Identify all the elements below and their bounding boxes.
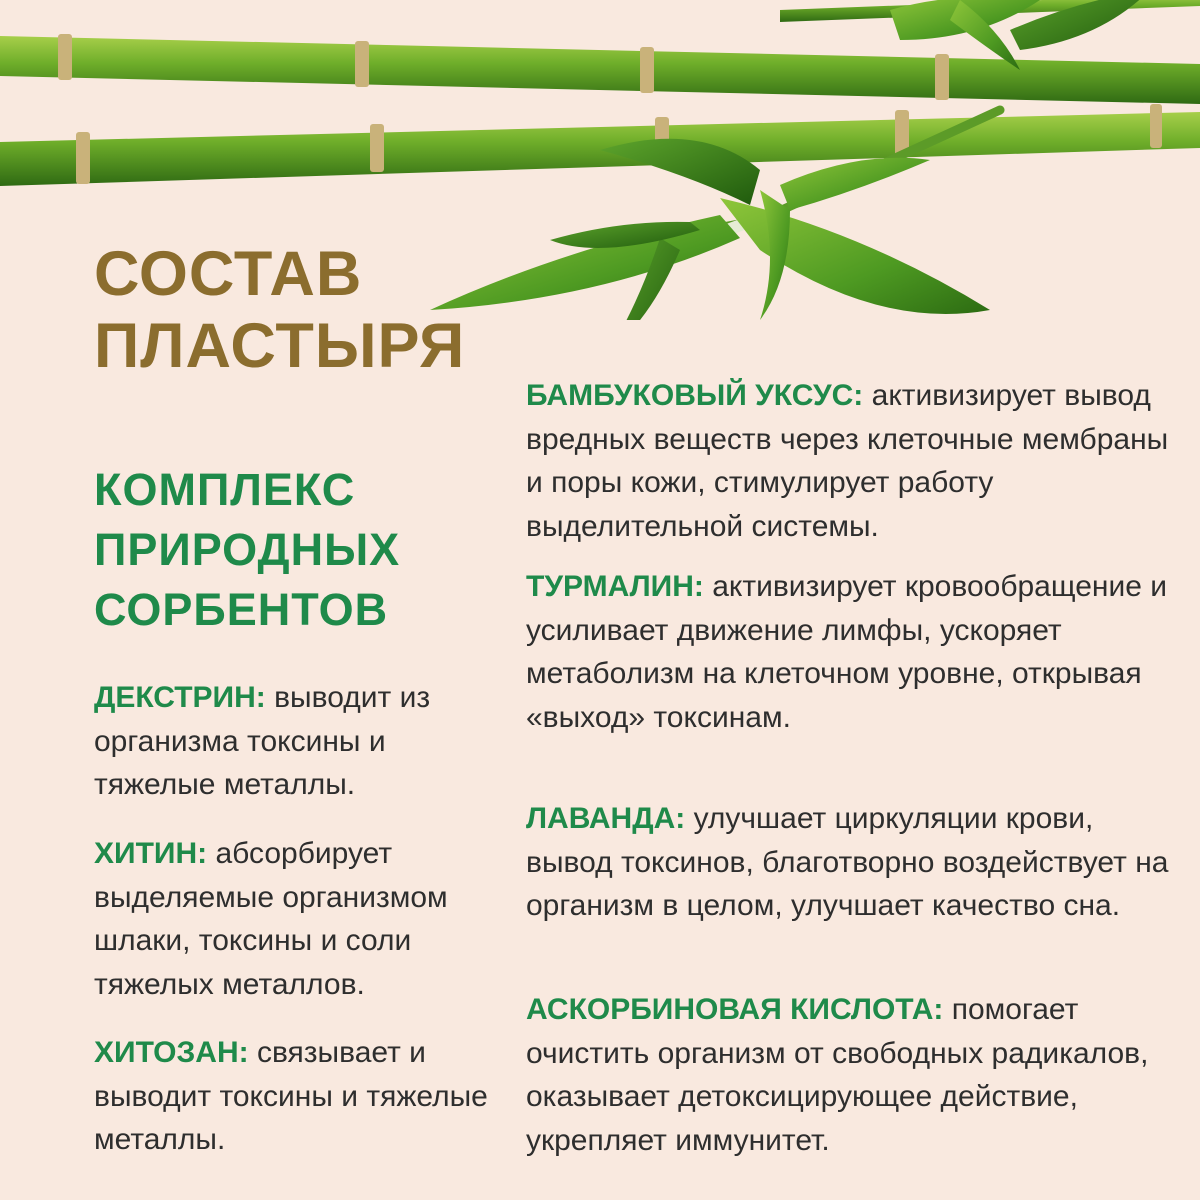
bamboo-leaf — [780, 158, 930, 210]
ingredient-name: ЛАВАНДА: — [526, 802, 686, 835]
ingredient-chitin — [94, 832, 494, 1006]
ingredient-description: выводит из организма токсины и тяжелые металлы. — [94, 681, 431, 801]
ingredient-name: ТУРМАЛИН: — [526, 570, 704, 603]
bamboo-stalk-lower — [0, 112, 1200, 186]
ingredient-name: АСКОРБИНОВАЯ КИСЛОТА: — [526, 993, 944, 1026]
ingredient-description: помогает очистить организм от свободных радикалов, оказывает детоксицирующее действие, укрепляет иммунитет. — [526, 993, 1149, 1157]
ingredient-dextrin — [94, 676, 494, 807]
ingredient-name: БАМБУКОВЫЙ УКСУС: — [526, 379, 864, 412]
subtitle-line-3: СОРБЕНТОВ — [94, 584, 389, 635]
ingredient-name: ХИТОЗАН: — [94, 1036, 249, 1069]
ingredient-name: ДЕКСТРИН: — [94, 681, 266, 714]
bamboo-leaf — [720, 198, 990, 314]
section-subtitle — [94, 460, 400, 640]
title-line-2: ПЛАСТЫРЯ — [94, 311, 466, 381]
ingredient-description: абсорбирует выделяемые организмом шлаки, токсины и соли тяжелых металлов. — [94, 837, 448, 1001]
ingredient-description: активизирует вывод вредных веществ через клеточные мембраны и поры кожи, стимулирует работу выделительной системы. — [526, 379, 1169, 543]
ingredient-description: связывает и выводит токсины и тяжелые металлы. — [94, 1036, 488, 1156]
subtitle-line-1: КОМПЛЕКС — [94, 464, 356, 515]
ingredient-description: активизирует кровообращение и усиливает движение лимфы, ускоряет метаболизм на клеточном уровне, открывая «выход» токсинам. — [526, 570, 1168, 734]
ingredient-lavender — [526, 797, 1176, 928]
ingredient-chitosan — [94, 1031, 494, 1162]
page-title — [94, 238, 465, 382]
ingredient-name: ХИТИН: — [94, 837, 208, 870]
ingredient-bamboo-vinegar — [526, 374, 1176, 548]
ingredient-ascorbic-acid — [526, 988, 1176, 1162]
subtitle-line-2: ПРИРОДНЫХ — [94, 524, 401, 575]
ingredient-description: улучшает циркуляции крови, вывод токсинов, благотворно воздействует на организм в целом, улучшает качество сна. — [526, 802, 1169, 922]
title-line-1: СОСТАВ — [94, 239, 363, 309]
ingredient-tourmaline — [526, 565, 1176, 739]
